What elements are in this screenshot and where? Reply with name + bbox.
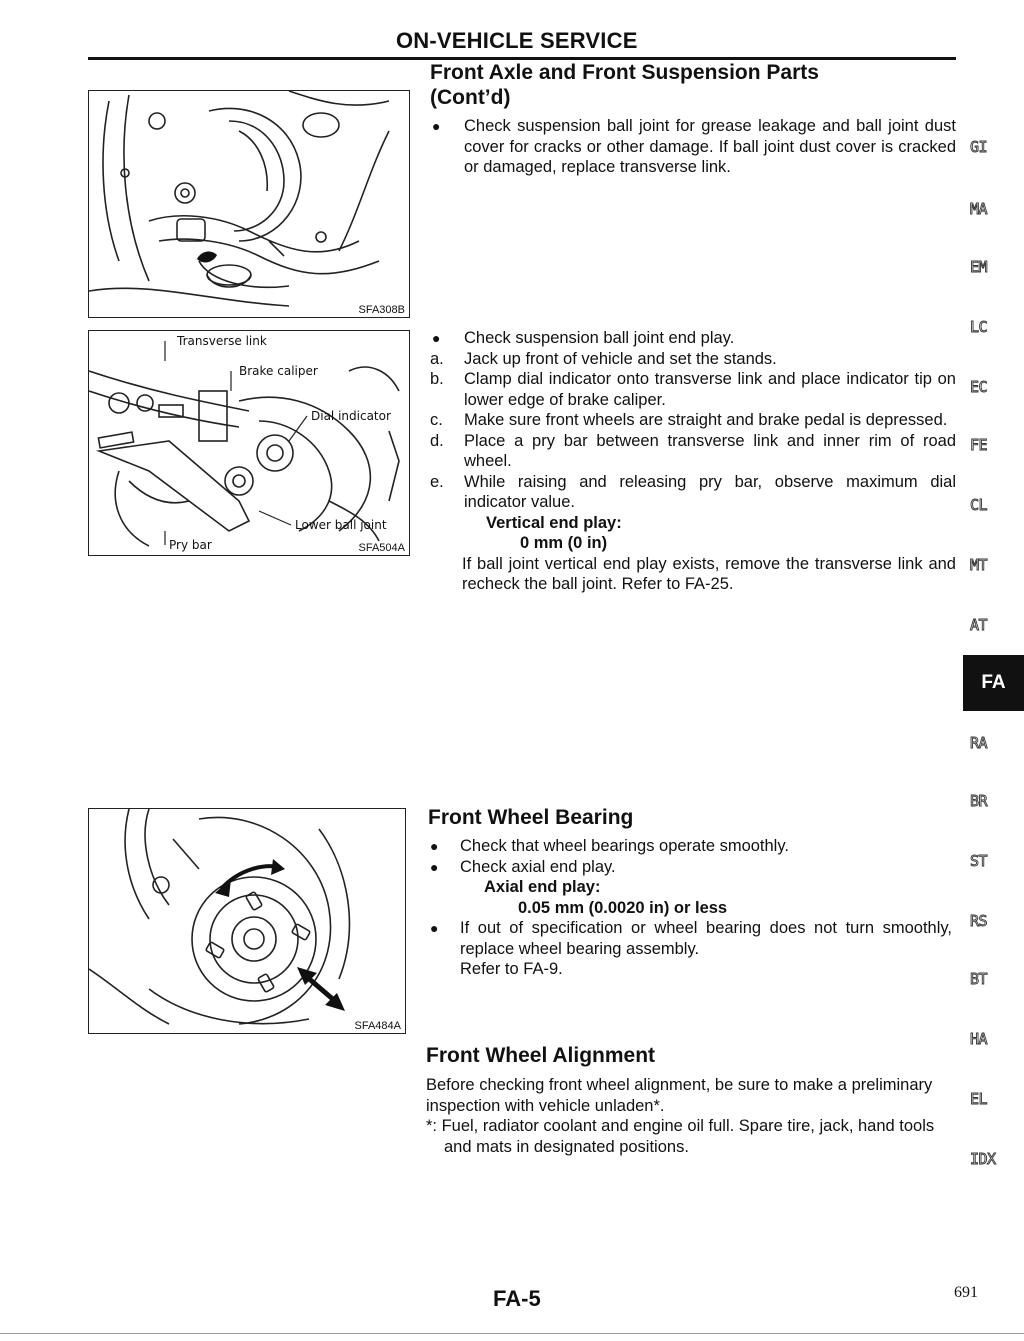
bullet-text: If out of specification or wheel bearing does not turn smoothly, replace wheel bearing assembly. bbox=[460, 919, 952, 958]
spec-label: Vertical end play: bbox=[486, 513, 622, 532]
section-title-line1: Front Axle and Front Suspension Parts bbox=[430, 61, 819, 84]
ball-joint-illustration bbox=[89, 91, 409, 317]
footnote: *: Fuel, radiator coolant and engine oil full. Spare tire, jack, hand tools and mats in designated positions. bbox=[426, 1117, 935, 1156]
step-letter: b. bbox=[430, 370, 444, 388]
dial-indicator-illustration bbox=[89, 331, 409, 555]
step-item bbox=[430, 431, 956, 472]
section3-bullets bbox=[428, 836, 952, 980]
bottom-rule bbox=[0, 1333, 1024, 1334]
list-item bbox=[428, 918, 952, 959]
bullet-icon: ● bbox=[432, 330, 441, 346]
side-tab-em[interactable]: EM bbox=[970, 258, 988, 276]
bullet-text: Check that wheel bearings operate smoothly. bbox=[460, 837, 789, 855]
section-title-front-wheel-alignment: Front Wheel Alignment bbox=[426, 1044, 656, 1067]
step-letter: a. bbox=[430, 349, 444, 368]
side-tab-fa-active[interactable]: FA bbox=[963, 655, 1024, 711]
step-item bbox=[430, 410, 956, 431]
wheel-hub-illustration bbox=[89, 809, 405, 1033]
step-text: While raising and releasing pry bar, observe maximum dial indicator value. bbox=[464, 472, 956, 511]
section-title-front-axle bbox=[430, 60, 950, 110]
section2-procedure bbox=[430, 328, 956, 595]
side-tab-fe[interactable]: FE bbox=[970, 436, 988, 454]
side-tab-gi[interactable]: GI bbox=[970, 138, 988, 156]
step-item bbox=[430, 349, 956, 370]
list-item bbox=[430, 116, 956, 178]
step-letter: c. bbox=[430, 411, 443, 429]
step-text: Place a pry bar between transverse link and inner rim of road wheel. bbox=[464, 431, 956, 470]
bullet-icon: ● bbox=[430, 858, 439, 875]
page-header-title: ON-VEHICLE SERVICE bbox=[396, 28, 638, 53]
side-tab-st[interactable]: ST bbox=[970, 852, 988, 870]
label-lower-ball-joint: Lower ball joint bbox=[295, 518, 387, 532]
step-text: Clamp dial indicator onto transverse link and place indicator tip on lower edge of brake caliper. bbox=[464, 370, 956, 409]
side-tab-br[interactable]: BR bbox=[970, 792, 988, 810]
section-title-front-wheel-bearing: Front Wheel Bearing bbox=[428, 806, 634, 829]
bullet-text: Check suspension ball joint for grease leakage and ball joint dust cover for cracks or other damage. If ball joint dust cover is cracked or damaged, replace transverse link. bbox=[464, 117, 956, 176]
bullet-icon: ● bbox=[432, 118, 441, 134]
side-tab-ec[interactable]: EC bbox=[970, 378, 988, 396]
side-tab-at[interactable]: AT bbox=[970, 616, 988, 634]
label-dial-indicator: Dial indicator bbox=[311, 409, 391, 423]
bullet-text: Check suspension ball joint end play. bbox=[464, 329, 735, 347]
list-item bbox=[428, 836, 952, 857]
section-title-line2: (Cont’d) bbox=[430, 86, 511, 109]
side-tab-mt[interactable]: MT bbox=[970, 556, 988, 574]
section4-body bbox=[426, 1075, 952, 1157]
bullet-text: Check axial end play. bbox=[460, 857, 616, 876]
label-transverse-link: Transverse link bbox=[177, 334, 267, 348]
step-item bbox=[430, 472, 956, 513]
section1-bullets bbox=[430, 116, 956, 178]
side-tab-lc[interactable]: LC bbox=[970, 318, 988, 336]
step-text: Jack up front of vehicle and set the stands. bbox=[464, 349, 777, 368]
list-item bbox=[428, 857, 952, 878]
side-tab-idx[interactable]: IDX bbox=[970, 1150, 996, 1168]
side-tab-ma[interactable]: MA bbox=[970, 200, 988, 218]
figure-code: SFA484A bbox=[354, 1020, 401, 1032]
figure-dial-indicator-setup bbox=[88, 330, 410, 556]
step-letter: d. bbox=[430, 431, 444, 450]
side-tab-ra[interactable]: RA bbox=[970, 734, 988, 752]
side-tab-ha[interactable]: HA bbox=[970, 1030, 988, 1048]
bullet-icon: ● bbox=[430, 920, 439, 936]
step-item bbox=[430, 369, 956, 410]
figure-ball-joint-dust-cover bbox=[88, 90, 410, 318]
step-letter: e. bbox=[430, 472, 444, 491]
spec-label: Axial end play: bbox=[484, 878, 601, 896]
spec-value: 0 mm (0 in) bbox=[520, 534, 608, 552]
note-text: If ball joint vertical end play exists, remove the transverse link and recheck the ball joint. Refer to FA-25. bbox=[462, 554, 956, 593]
label-pry-bar: Pry bar bbox=[169, 538, 212, 552]
step-text: Make sure front wheels are straight and brake pedal is depressed. bbox=[464, 411, 948, 429]
spec-value: 0.05 mm (0.0020 in) or less bbox=[518, 898, 728, 917]
footer-page-number: 691 bbox=[954, 1284, 978, 1301]
figure-wheel-hub bbox=[88, 808, 406, 1034]
label-brake-caliper: Brake caliper bbox=[239, 364, 318, 378]
footer-page-code: FA-5 bbox=[493, 1286, 541, 1311]
side-tab-cl[interactable]: CL bbox=[970, 496, 988, 514]
side-tab-el[interactable]: EL bbox=[970, 1090, 988, 1108]
reference-text: Refer to FA-9. bbox=[460, 960, 563, 978]
figure-code: SFA308B bbox=[358, 304, 405, 316]
bullet-icon: ● bbox=[430, 838, 439, 854]
paragraph: Before checking front wheel alignment, be sure to make a preliminary inspection with vehicle unladen*. bbox=[426, 1076, 933, 1115]
side-tab-bt[interactable]: BT bbox=[970, 970, 988, 988]
figure-code: SFA504A bbox=[358, 542, 405, 554]
list-item bbox=[430, 328, 956, 349]
side-tab-rs[interactable]: RS bbox=[970, 912, 988, 930]
